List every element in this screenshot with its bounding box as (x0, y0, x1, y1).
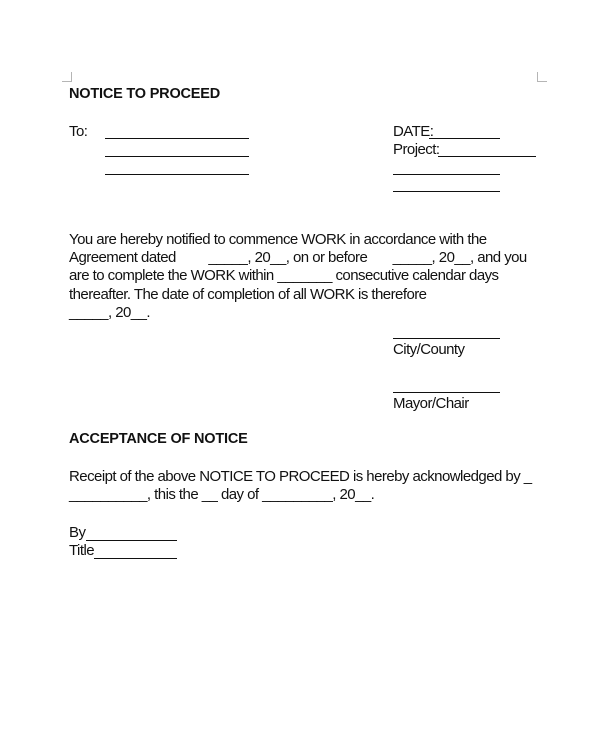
to-label: To: (69, 123, 88, 140)
to-line-2[interactable] (105, 156, 249, 157)
title-line[interactable] (94, 558, 177, 559)
project-line-2[interactable] (393, 174, 500, 175)
acceptance-body-line: __________, this the __ day of _________, 20__. (69, 486, 375, 503)
date-line[interactable] (429, 138, 500, 139)
city-county-signature-line[interactable] (393, 338, 500, 339)
acceptance-title: ACCEPTANCE OF NOTICE (69, 431, 248, 447)
project-line[interactable] (438, 156, 536, 157)
project-line-3[interactable] (393, 191, 500, 192)
mayor-chair-label: Mayor/Chair (393, 395, 469, 412)
notice-title: NOTICE TO PROCEED (69, 86, 221, 102)
date-label: DATE: (393, 123, 434, 140)
notice-body-line: _____, 20__. (69, 304, 150, 321)
city-county-label: City/County (393, 341, 465, 358)
acceptance-body-line: Receipt of the above NOTICE TO PROCEED is hereby acknowledged by _ (69, 468, 532, 485)
to-line-1[interactable] (105, 138, 249, 139)
notice-body-line: thereafter. The date of completion of all WORK is therefore (69, 286, 427, 303)
notice-body-line: You are hereby notified to commence WORK in accordance with the (69, 231, 487, 248)
notice-body-line: Agreement dated _____, 20__, on or before _____, 20__, and you (69, 249, 527, 266)
project-label: Project: (393, 141, 440, 158)
margin-corner-mark (537, 72, 547, 82)
mayor-chair-signature-line[interactable] (393, 392, 500, 393)
margin-corner-mark (62, 72, 72, 82)
title-label: Title (69, 542, 95, 559)
to-line-3[interactable] (105, 174, 249, 175)
by-line[interactable] (86, 540, 177, 541)
by-label: By (69, 524, 86, 541)
notice-body-line: are to complete the WORK within _______ consecutive calendar days (69, 267, 499, 284)
